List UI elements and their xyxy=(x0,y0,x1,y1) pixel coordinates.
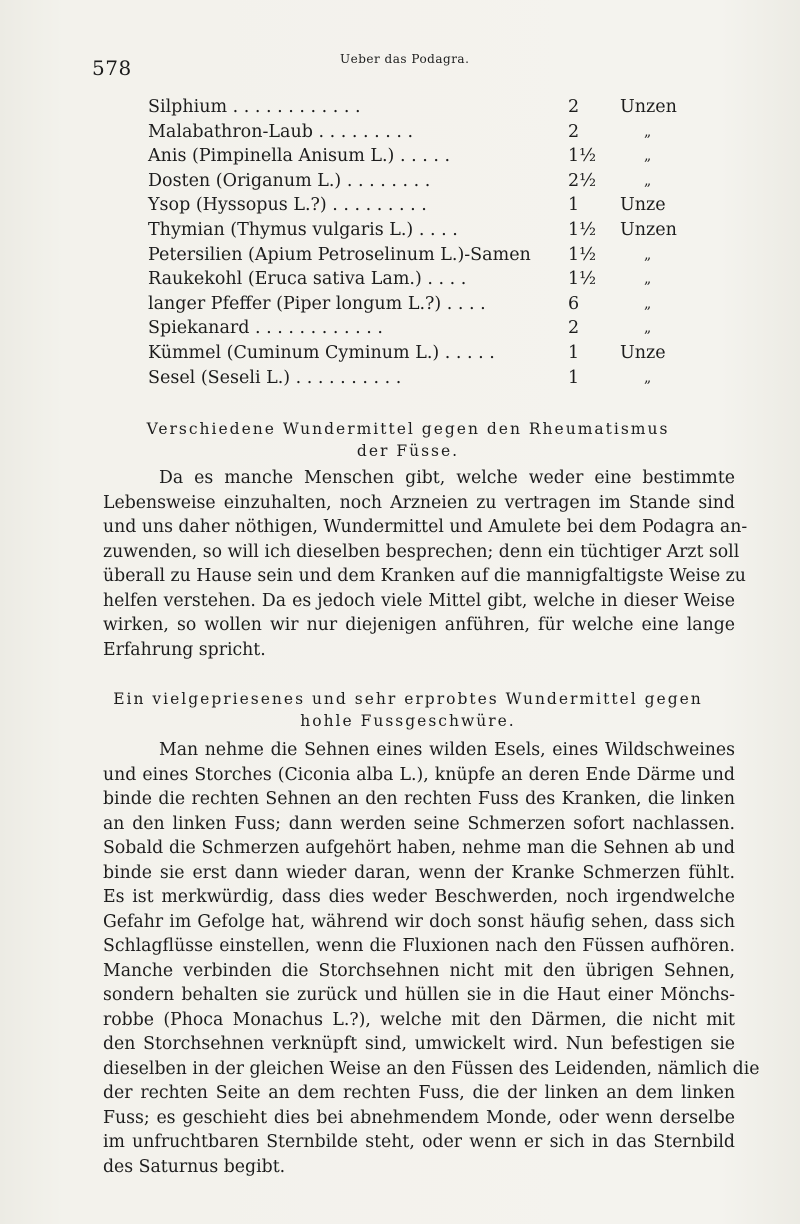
ingredient-amount: 1 xyxy=(568,342,580,363)
text-line: Sobald die Schmerzen aufgehört haben, nehme man die Sehnen ab und xyxy=(103,838,735,858)
text-line: Es ist merkwürdig, dass dies weder Beschwerden, noch irgendwelche xyxy=(103,887,735,907)
ingredient-amount: 2½ xyxy=(568,170,597,191)
ingredient-row xyxy=(148,144,678,169)
ingredient-amount: 1 xyxy=(568,195,580,216)
ingredient-list xyxy=(148,95,678,390)
ingredient-name: Silphium . . . . . . . . . . . . xyxy=(148,97,361,117)
paragraph xyxy=(103,738,760,1179)
ingredient-name: Sesel (Seseli L.) . . . . . . . . . . xyxy=(148,367,402,388)
ingredient-unit: Unzen xyxy=(620,219,677,240)
ingredient-name: Anis (Pimpinella Anisum L.) . . . . . xyxy=(148,146,451,167)
running-head: Ueber das Podagra. xyxy=(340,52,470,66)
ingredient-amount: 2 xyxy=(568,318,580,339)
text-line: des Saturnus begibt. xyxy=(103,1156,286,1177)
text-line: robbe (Phoca Monachus L.?), welche mit den Därmen, die nicht mit xyxy=(103,1009,735,1030)
section-heading xyxy=(108,688,708,732)
text-line: der rechten Seite an dem rechten Fuss, die der linken an dem linken xyxy=(103,1083,735,1103)
ingredient-amount: 1½ xyxy=(568,269,597,290)
ingredient-row xyxy=(148,120,678,145)
ingredient-row xyxy=(148,316,678,341)
text-line: Erfahrung spricht. xyxy=(103,639,266,660)
page-number: 578 xyxy=(92,56,132,80)
ingredient-unit: „ xyxy=(644,172,652,189)
ingredient-unit: „ xyxy=(644,320,652,337)
ingredient-unit: „ xyxy=(644,123,652,140)
ingredient-unit: „ xyxy=(644,148,652,165)
ingredient-unit: Unze xyxy=(620,342,666,363)
text-line: zuwenden, so will ich dieselben besprechen; denn ein tüchtiger Arzt soll xyxy=(103,541,740,562)
ingredient-name: langer Pfeffer (Piper longum L.?) . . . . xyxy=(148,293,486,314)
ingredient-row xyxy=(148,341,678,366)
text-line: und uns daher nöthigen, Wundermittel und Amulete bei dem Podagra an- xyxy=(103,517,748,537)
paragraph xyxy=(103,466,748,662)
section-heading-line: hohle Fussgeschwüre. xyxy=(300,712,516,730)
ingredient-unit: „ xyxy=(644,369,652,386)
text-line: überall zu Hause sein und dem Kranken auf die mannigfaltigste Weise zu xyxy=(103,566,746,586)
ingredient-unit: „ xyxy=(644,246,652,263)
ingredient-amount: 6 xyxy=(568,293,580,314)
ingredient-row xyxy=(148,292,678,317)
ingredient-amount: 2 xyxy=(568,97,580,117)
text-line: Manche verbinden die Storchsehnen nicht mit den übrigen Sehnen, xyxy=(103,960,735,981)
ingredient-unit: Unze xyxy=(620,195,666,216)
ingredient-row xyxy=(148,243,678,268)
text-line: Schlagflüsse einstellen, wenn die Fluxionen nach den Füssen aufhören. xyxy=(103,936,735,956)
ingredient-row xyxy=(148,193,678,218)
ingredient-amount: 1½ xyxy=(568,146,597,167)
text-line: Man nehme die Sehnen eines wilden Esels, eines Wildschweines xyxy=(159,740,735,760)
ingredient-row xyxy=(148,267,678,292)
text-line: Da es manche Menschen gibt, welche weder eine bestimmte xyxy=(159,468,735,488)
ingredient-row xyxy=(148,366,678,391)
ingredient-amount: 1½ xyxy=(568,219,597,240)
ingredient-unit: Unzen xyxy=(620,97,677,117)
ingredient-name: Spiekanard . . . . . . . . . . . . xyxy=(148,318,383,339)
text-line: den Storchsehnen verknüpft sind, umwickelt wird. Nun befestigen sie xyxy=(103,1034,735,1054)
ingredient-amount: 2 xyxy=(568,121,580,142)
ingredient-row xyxy=(148,169,678,194)
text-line: binde die rechten Sehnen an den rechten Fuss des Kranken, die linken xyxy=(103,789,735,809)
text-line: helfen verstehen. Da es jedoch viele Mittel gibt, welche in dieser Weise xyxy=(103,590,735,611)
text-line: im unfruchtbaren Sternbilde steht, oder wenn er sich in das Sternbild xyxy=(103,1132,735,1152)
ingredient-row xyxy=(148,95,678,120)
text-line: und eines Storches (Ciconia alba L.), knüpfe an deren Ende Därme und xyxy=(103,764,735,785)
section-heading-line: Ein vielgepriesenes und sehr erprobtes Wundermittel gegen xyxy=(113,690,703,708)
ingredient-name: Malabathron-Laub . . . . . . . . . xyxy=(148,121,414,142)
section-heading-line: der Füsse. xyxy=(356,442,460,460)
ingredient-name: Kümmel (Cuminum Cyminum L.) . . . . . xyxy=(148,342,495,363)
text-line: Gefahr im Gefolge hat, während wir doch sonst häufig sehen, dass sich xyxy=(103,911,735,932)
ingredient-name: Raukekohl (Eruca sativa Lam.) . . . . xyxy=(148,269,467,290)
ingredient-name: Petersilien (Apium Petroselinum L.)-Samen xyxy=(148,244,531,265)
ingredient-amount: 1 xyxy=(568,367,580,388)
text-line: Fuss; es geschieht dies bei abnehmendem Monde, oder wenn derselbe xyxy=(103,1107,735,1128)
ingredient-name: Dosten (Origanum L.) . . . . . . . . xyxy=(148,170,431,191)
ingredient-name: Ysop (Hyssopus L.?) . . . . . . . . . xyxy=(148,195,427,216)
ingredient-row xyxy=(148,218,678,243)
text-line: sondern behalten sie zurück und hüllen sie in die Haut einer Mönchs- xyxy=(103,985,735,1005)
section-heading xyxy=(108,418,708,462)
section-heading-line: Verschiedene Wundermittel gegen den Rheumatismus xyxy=(146,420,670,438)
text-line: Lebensweise einzuhalten, noch Arzneien zu vertragen im Stande sind xyxy=(103,492,735,513)
text-line: dieselben in der gleichen Weise an den Füssen des Leidenden, nämlich die xyxy=(103,1058,760,1079)
text-line: an den linken Fuss; dann werden seine Schmerzen sofort nachlassen. xyxy=(103,813,735,834)
text-line: wirken, so wollen wir nur diejenigen anführen, für welche eine lange xyxy=(103,615,735,635)
ingredient-name: Thymian (Thymus vulgaris L.) . . . . xyxy=(148,219,458,240)
ingredient-unit: „ xyxy=(644,295,652,312)
ingredient-unit: „ xyxy=(644,271,652,288)
text-line: binde sie erst dann wieder daran, wenn der Kranke Schmerzen fühlt. xyxy=(103,862,735,883)
ingredient-amount: 1½ xyxy=(568,244,597,265)
